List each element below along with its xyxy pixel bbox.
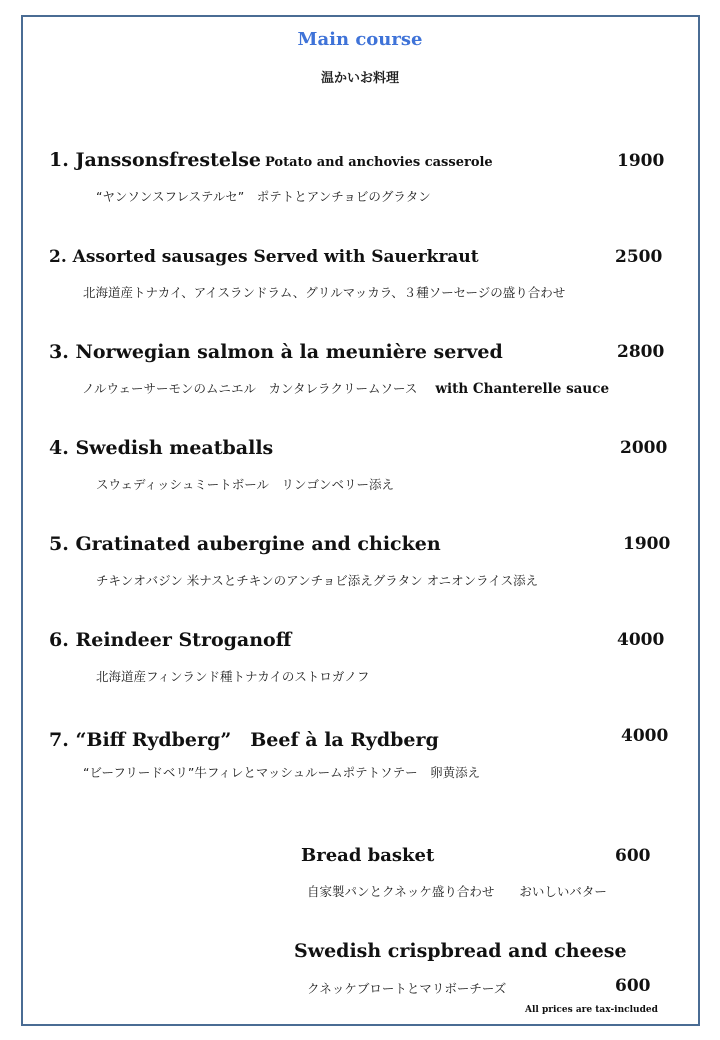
side-item-crispbread [294, 940, 627, 962]
menu-item-name: 7. “Biff Rydberg” Beef à la Rydberg [49, 729, 439, 751]
menu-item-price: 1900 [623, 534, 671, 554]
side-item-price: 600 [615, 976, 651, 996]
menu-item-price: 2500 [615, 247, 663, 267]
page-subtitle: 温かいお料理 [320, 71, 399, 86]
menu-item-name: 5. Gratinated aubergine and chicken [49, 533, 441, 555]
menu-item-japanese: “ヤンソンスフレステルセ” ポテトとアンチョビのグラタン [96, 189, 431, 204]
menu-item-japanese-row [82, 379, 609, 398]
menu-item-name: 4. Swedish meatballs [49, 437, 274, 459]
menu-item-japanese: ノルウェーサーモンのムニエル カンタレラクリームソース [82, 381, 418, 396]
menu-item-name: 6. Reindeer Stroganoff [49, 629, 292, 651]
menu-item-1 [49, 149, 493, 171]
page-title: Main course [297, 29, 423, 50]
menu-item-japanese: “ビーフリードベリ”牛フィレとマッシュルームポテトソテー 卵黄添え [83, 765, 481, 780]
menu-item-japanese: スウェディッシュミートボール リンゴンベリー添え [96, 477, 395, 492]
menu-item-3 [49, 341, 503, 363]
side-item-bread-basket [301, 844, 434, 866]
menu-item-name: 1. Janssonsfrestelse [49, 149, 261, 171]
menu-item-price: 1900 [617, 151, 665, 171]
side-item-price: 600 [615, 846, 651, 866]
menu-item-name: 3. Norwegian salmon à la meunière served [49, 341, 503, 363]
menu-item-price: 2800 [617, 342, 665, 362]
menu-item-price: 4000 [617, 630, 665, 650]
menu-item-7 [49, 725, 439, 752]
menu-item-japanese: 北海道産フィンランド種トナカイのストロガノフ [96, 669, 370, 684]
side-item-name: Bread basket [301, 845, 435, 866]
menu-item-2 [49, 245, 479, 267]
menu-item-price: 2000 [620, 438, 668, 458]
menu-item-description: Potato and anchovies casserole [264, 155, 493, 170]
side-item-japanese: 自家製パンとクネッケ盛り合わせ おいしいバター [307, 884, 607, 899]
menu-item-5 [49, 533, 441, 555]
side-item-name: Swedish crispbread and cheese [294, 940, 627, 962]
menu-item-japanese: チキンオバジン 米ナスとチキンのアンチョビ添えグラタン オニオンライス添え [96, 573, 539, 588]
menu-item-4 [49, 437, 273, 459]
menu-item-japanese: 北海道産トナカイ、アイスランドラム、グリルマッカラ、３種ソーセージの盛り合わせ [83, 285, 566, 300]
menu-item-6 [49, 629, 291, 651]
menu-item-name: 2. Assorted sausages Served with Sauerkraut [49, 247, 479, 267]
menu-item-extra: with Chanterelle sauce [435, 381, 610, 397]
tax-note: All prices are tax-included [525, 1005, 658, 1015]
side-item-japanese: クネッケブロートとマリボーチーズ [307, 981, 507, 996]
menu-item-price: 4000 [621, 726, 669, 746]
